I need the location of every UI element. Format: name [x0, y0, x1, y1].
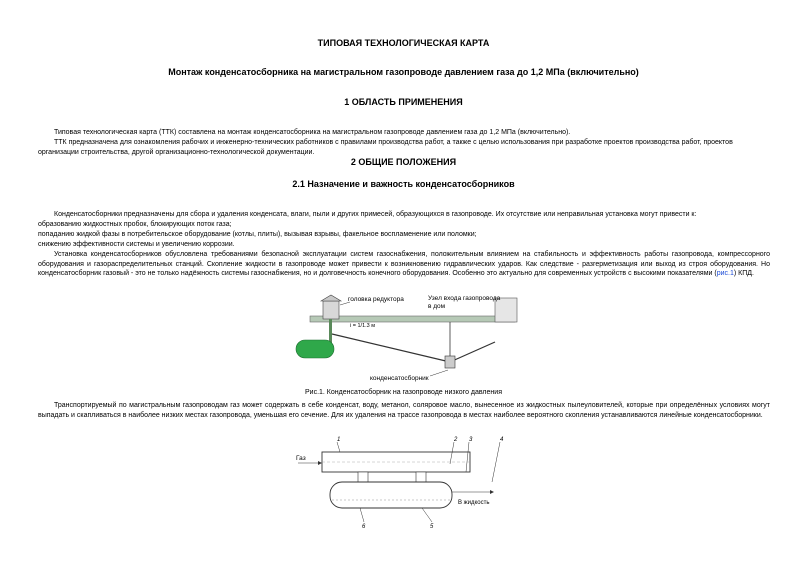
- callout-5: 5: [430, 524, 434, 530]
- gas-tank: [296, 340, 334, 358]
- arrow-head: [318, 461, 322, 465]
- condensate-collector: [445, 356, 455, 368]
- leader-line: [360, 508, 364, 522]
- label-liquid: В жидкость: [458, 500, 490, 506]
- leader-line: [422, 508, 432, 522]
- label-collector: конденсатосборник: [370, 375, 429, 382]
- connecting-neck: [358, 472, 368, 482]
- list-item: попаданию жидкой фазы в потребительское оборудование (котлы, плиты), вызывая взрывы, факельное воспламенение или поломки;: [38, 231, 477, 238]
- paragraph-3: Конденсатосборники предназначены для сбора и удаления конденсата, влаги, пыли и других примесей, образующихся в газопроводе. Их отсутствие или неправильная установка могут привести к:: [54, 211, 697, 218]
- label-house-entry-2: в дом: [428, 303, 446, 310]
- section-heading-2: 2 ОБЩИЕ ПОЛОЖЕНИЯ: [350, 157, 457, 167]
- paragraph-4-text: Установка конденсатосборников обусловлена требованиями безопасной эксплуатации систем газоснабжения, положительным влиянием на стабильность и эффективность работы газопровода, компрессорного оборудования и газораспределительных станций. Скопление жидкости в газопроводе может привести к возникновению гидравлических ударов. Как следствие - разгерметизация или выход из строя оборудования. Но конденсатосборник газовый - это не только надёжность системы газоснабжения, но и долговечность конечного оборудования. Особенно это актуально для современных устройств с высокими показателями (: [38, 251, 770, 277]
- gas-pipeline-rise: [450, 342, 495, 362]
- list-item: снижению эффективности системы и увеличению коррозии.: [38, 241, 235, 248]
- leader-line: [466, 442, 469, 472]
- document-title: ТИПОВАЯ ТЕХНОЛОГИЧЕСКАЯ КАРТА: [317, 38, 490, 48]
- label-gas: Газ: [296, 455, 306, 462]
- leader-line: [492, 442, 500, 482]
- section-heading-1: 1 ОБЛАСТЬ ПРИМЕНЕНИЯ: [344, 97, 463, 107]
- callout-4: 4: [500, 437, 504, 443]
- paragraph-2: ТТК предназначена для ознакомления рабочих и инженерно-технических работников с правилами производства работ, а также с целью использования при разработке проектов производства работ, проектов организации строительства, другой организационно-технологической документации.: [38, 139, 733, 156]
- leader-line: [337, 442, 340, 452]
- callout-1: 1: [337, 437, 341, 443]
- regulator-cabinet: [323, 301, 339, 319]
- paragraph-4: [38, 250, 770, 279]
- leader-line: [430, 370, 448, 376]
- callout-2: 2: [454, 437, 458, 443]
- cabinet-roof: [321, 295, 341, 301]
- connecting-neck: [416, 472, 426, 482]
- leader-line: [450, 442, 454, 464]
- ground-surface: [310, 316, 515, 322]
- paragraph-4-text-end: ) КПД.: [733, 270, 754, 277]
- subsection-heading-2-1: 2.1 Назначение и важность конденсатосборников: [292, 179, 515, 189]
- figure-1-caption: Рис.1. Конденсатосборник на газопроводе низкого давления: [305, 389, 502, 396]
- label-reducer-head: головка редуктора: [348, 296, 404, 303]
- label-slope: i = 1/1.3 м: [350, 323, 376, 329]
- gas-pipeline: [332, 334, 450, 362]
- figure-1-condensate-collector: [290, 290, 520, 385]
- label-house-entry: Узел входа газопровода: [428, 295, 501, 302]
- document-subtitle: Монтаж конденсатосборника на магистральном газопроводе давлением газа до 1,2 МПа (включительно): [168, 67, 639, 77]
- figure-1-link[interactable]: рис.1: [716, 270, 734, 277]
- paragraph-1: Типовая технологическая карта (ТТК) составлена на монтаж конденсатосборника на магистральном газопроводе давлением газа до 1,2 МПа (включительно).: [54, 129, 571, 136]
- arrow-head: [490, 490, 494, 494]
- paragraph-5: Транспортируемый по магистральным газопроводам газ может содержать в себе конденсат, воду, метанол, соляровое масло, вынесенное из жидкостных пылеуловителей, которые при определённых условиях могут выпадать и скапливаться в наиболее низких местах газопровода, уменьшая его сечение. Для их удаления на трассе газопровода в местах наиболее вероятного скопления устанавливаются линейные конденсатосборники.: [38, 402, 770, 419]
- figure-2-linear-collector: [292, 434, 517, 534]
- callout-6: 6: [362, 524, 366, 530]
- list-item: образованию жидкостных пробок, блокирующих поток газа;: [38, 221, 232, 228]
- collector-vessel: [330, 482, 452, 508]
- callout-3: 3: [469, 437, 473, 443]
